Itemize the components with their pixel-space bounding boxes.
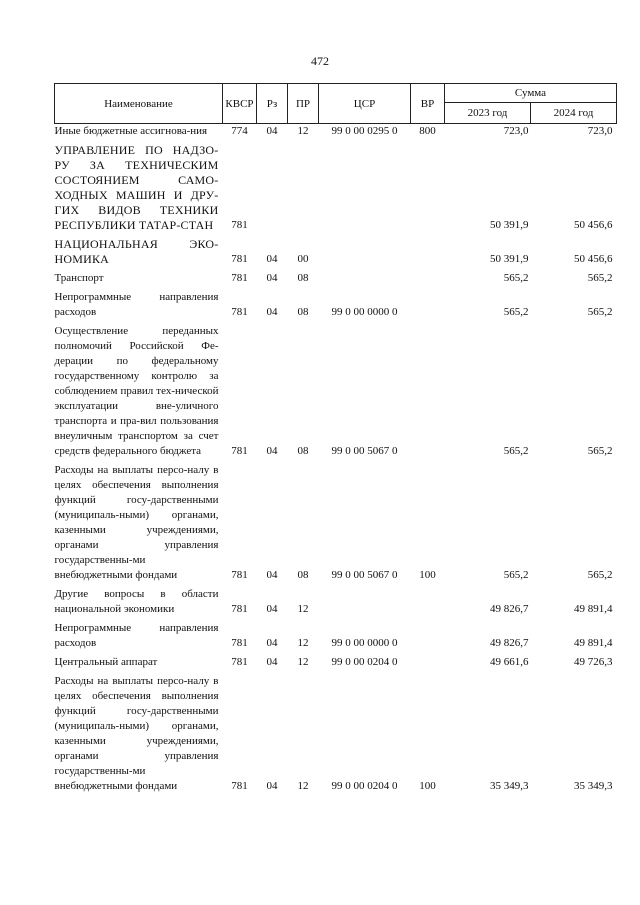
- row-pr: 12: [297, 125, 309, 137]
- row-sum-2023: 565,2: [503, 445, 529, 457]
- row-pr: 08: [297, 569, 309, 581]
- row-csr: 99 0 00 0295 0: [331, 125, 398, 137]
- row-csr: 99 0 00 5067 0: [331, 445, 398, 457]
- row-pr: 08: [297, 445, 309, 457]
- table-body: [55, 124, 617, 795]
- header-csr: ЦСР: [319, 84, 411, 124]
- row-sum-2024: 49 891,4: [574, 637, 613, 649]
- row-kvsr: 781: [231, 272, 248, 284]
- row-name: Иные бюджетные ассигнова-ния: [54, 125, 208, 137]
- row-rz: 04: [266, 306, 278, 318]
- row-vr: 100: [419, 569, 436, 581]
- row-sum-2024: 35 349,3: [574, 780, 613, 792]
- table-row: [55, 587, 617, 617]
- row-sum-2024: 50 456,6: [574, 219, 613, 231]
- row-vr: 800: [419, 125, 436, 137]
- row-name: Транспорт: [54, 272, 104, 284]
- row-rz: 04: [266, 603, 278, 615]
- row-sum-2023: 565,2: [503, 272, 529, 284]
- header-rz: Рз: [257, 84, 288, 124]
- row-name: Расходы на выплаты персо-налу в целях обеспечения выполнения функций госу-дарственными (муниципаль-ными) органами, казенными учреждениями, органами управления государственны-ми внебюджетными фондами: [54, 464, 219, 581]
- table-row: [55, 143, 617, 233]
- header-year-2024: 2024 год: [531, 103, 617, 124]
- row-kvsr: 781: [231, 603, 248, 615]
- header-pr: ПР: [288, 84, 319, 124]
- header-name: Наименование: [55, 84, 223, 124]
- row-pr: [288, 143, 319, 233]
- row-pr: 08: [297, 272, 309, 284]
- row-pr: 12: [297, 656, 309, 668]
- row-kvsr: 781: [231, 445, 248, 457]
- row-sum-2023: 50 391,9: [490, 219, 529, 231]
- row-pr: 00: [297, 253, 309, 265]
- row-vr: [411, 621, 445, 651]
- row-rz: [257, 143, 288, 233]
- row-csr: 99 0 00 0204 0: [331, 656, 398, 668]
- row-name: Осуществление переданных полномочий Российской Фе-дерации по федеральному государственному контролю за соблюдением правил тех-нической эксплуатации вне-уличного транспорта и пра-вил пользования внеуличным транспортом за счет средств федерального бюджета: [54, 325, 219, 457]
- row-sum-2024: 565,2: [587, 272, 613, 284]
- row-csr: 99 0 00 0204 0: [331, 780, 398, 792]
- row-csr: [319, 271, 411, 286]
- row-name: УПРАВЛЕНИЕ ПО НАДЗО-РУ ЗА ТЕХНИЧЕСКИМ СОСТОЯНИЕМ САМО-ХОДНЫХ МАШИН И ДРУ-ГИХ ВИДОВ ТЕХНИКИ РЕСПУБЛИКИ ТАТАР-СТАН: [54, 143, 219, 232]
- row-kvsr: 781: [231, 219, 248, 231]
- table-row: [55, 621, 617, 651]
- row-sum-2023: 723,0: [503, 125, 529, 137]
- table-row: [55, 271, 617, 286]
- table-row: [55, 290, 617, 320]
- table-header: [55, 84, 617, 124]
- row-name: Центральный аппарат: [54, 656, 158, 668]
- header-year-2023: 2023 год: [445, 103, 531, 124]
- row-csr: [319, 143, 411, 233]
- page-number: 472: [311, 54, 329, 68]
- row-rz: 04: [266, 780, 278, 792]
- row-name: Расходы на выплаты персо-налу в целях обеспечения выполнения функций госу-дарственными (муниципаль-ными) органами, казенными учреждениями, органами управления государственны-ми внебюджетными фондами: [54, 675, 219, 792]
- header-kvsr: КВСР: [223, 84, 257, 124]
- row-vr: [411, 324, 445, 459]
- row-kvsr: 781: [231, 306, 248, 318]
- row-rz: 04: [266, 569, 278, 581]
- row-csr: 99 0 00 5067 0: [331, 569, 398, 581]
- row-csr: [319, 587, 411, 617]
- row-sum-2024: 565,2: [587, 445, 613, 457]
- row-rz: 04: [266, 272, 278, 284]
- row-kvsr: 774: [231, 125, 248, 137]
- row-rz: 04: [266, 125, 278, 137]
- row-csr: 99 0 00 0000 0: [331, 306, 398, 318]
- row-vr: 100: [419, 780, 436, 792]
- row-sum-2023: 49 661,6: [490, 656, 529, 668]
- budget-table: [54, 83, 617, 794]
- row-sum-2024: 565,2: [587, 569, 613, 581]
- row-sum-2024: 565,2: [587, 306, 613, 318]
- row-sum-2023: 49 826,7: [490, 603, 529, 615]
- row-rz: 04: [266, 637, 278, 649]
- row-sum-2024: 49 891,4: [574, 603, 613, 615]
- row-kvsr: 781: [231, 637, 248, 649]
- row-vr: [411, 290, 445, 320]
- header-sum: Сумма: [445, 84, 617, 103]
- row-pr: 08: [297, 306, 309, 318]
- row-name: НАЦИОНАЛЬНАЯ ЭКО-НОМИКА: [54, 237, 219, 266]
- row-sum-2023: 35 349,3: [490, 780, 529, 792]
- row-csr: 99 0 00 0000 0: [331, 637, 398, 649]
- row-sum-2023: 50 391,9: [490, 253, 529, 265]
- row-sum-2024: 50 456,6: [574, 253, 613, 265]
- row-kvsr: 781: [231, 656, 248, 668]
- table-row: [55, 324, 617, 459]
- row-rz: 04: [266, 656, 278, 668]
- row-name: Непрограммные направления расходов: [54, 622, 219, 649]
- row-sum-2023: 565,2: [503, 306, 529, 318]
- table-row: [55, 674, 617, 794]
- row-csr: [319, 237, 411, 267]
- row-vr: [411, 237, 445, 267]
- row-kvsr: 781: [231, 569, 248, 581]
- row-rz: 04: [266, 253, 278, 265]
- row-kvsr: 781: [231, 780, 248, 792]
- row-sum-2023: 49 826,7: [490, 637, 529, 649]
- row-vr: [411, 587, 445, 617]
- row-name: Непрограммные направления расходов: [54, 291, 219, 318]
- row-sum-2023: 565,2: [503, 569, 529, 581]
- table-row: [55, 124, 617, 140]
- row-vr: [411, 271, 445, 286]
- table-row: [55, 655, 617, 670]
- row-pr: 12: [297, 637, 309, 649]
- row-rz: 04: [266, 445, 278, 457]
- row-vr: [411, 655, 445, 670]
- row-pr: 12: [297, 780, 309, 792]
- row-sum-2024: 723,0: [587, 125, 613, 137]
- row-sum-2024: 49 726,3: [574, 656, 613, 668]
- header-vr: ВР: [411, 84, 445, 124]
- table-row: [55, 463, 617, 583]
- table-row: [55, 237, 617, 267]
- row-vr: [411, 143, 445, 233]
- row-name: Другие вопросы в области национальной экономики: [54, 588, 219, 615]
- row-pr: 12: [297, 603, 309, 615]
- row-kvsr: 781: [231, 253, 248, 265]
